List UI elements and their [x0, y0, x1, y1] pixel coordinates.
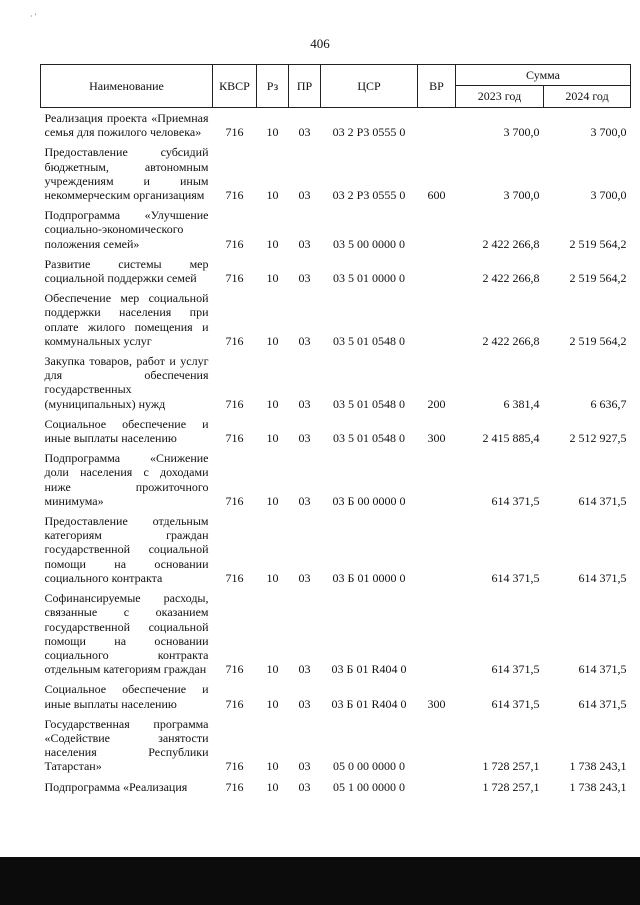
row-name: Государственная программа «Содействие занятости населения Республики Татарстан» [44, 716, 209, 774]
row-pr: 03 [298, 431, 311, 446]
table-row [41, 351, 631, 414]
row-vr [418, 108, 456, 143]
budget-table [40, 64, 631, 797]
row-sum-2024: 614 371,5 [578, 662, 627, 677]
row-kvsr: 716 [225, 396, 244, 411]
row-sum-2023: 1 728 257,1 [482, 779, 540, 794]
row-vr: 300 [427, 431, 446, 446]
row-pr: 03 [298, 696, 311, 711]
row-sum-2024: 1 738 243,1 [569, 779, 627, 794]
row-kvsr: 716 [225, 431, 244, 446]
row-rz: 10 [266, 396, 279, 411]
row-sum-2023: 1 728 257,1 [482, 759, 540, 774]
row-sum-2023: 2 422 266,8 [482, 271, 540, 286]
row-sum-2024: 2 512 927,5 [569, 431, 627, 446]
header-kvsr: КВСР [213, 65, 257, 108]
row-kvsr: 716 [225, 271, 244, 286]
row-sum-2023: 2 415 885,4 [482, 431, 540, 446]
row-csr: 03 Б 01 R404 0 [331, 696, 407, 711]
row-kvsr: 716 [225, 696, 244, 711]
row-csr: 03 Б 01 R404 0 [331, 662, 407, 677]
row-sum-2024: 614 371,5 [578, 696, 627, 711]
row-pr: 03 [298, 396, 311, 411]
row-sum-2024: 2 519 564,2 [569, 333, 627, 348]
row-rz: 10 [266, 759, 279, 774]
row-name: Подпрограмма «Улучшение социально-экономического положения семей» [44, 208, 209, 251]
row-vr: 200 [427, 396, 446, 411]
row-pr: 03 [298, 333, 311, 348]
row-rz: 10 [266, 271, 279, 286]
row-rz: 10 [266, 493, 279, 508]
table-row [41, 414, 631, 448]
row-csr: 03 2 Р3 0555 0 [332, 188, 406, 203]
row-rz: 10 [266, 236, 279, 251]
row-pr: 03 [298, 570, 311, 585]
row-kvsr: 716 [225, 333, 244, 348]
row-csr: 03 5 00 0000 0 [333, 236, 405, 251]
row-sum-2024: 6 636,7 [590, 396, 627, 411]
row-vr [418, 205, 456, 254]
row-pr: 03 [298, 779, 311, 794]
table-row [41, 777, 631, 797]
row-sum-2024: 3 700,0 [590, 188, 627, 203]
row-sum-2023: 614 371,5 [491, 662, 540, 677]
row-rz: 10 [266, 662, 279, 677]
row-csr: 03 Б 01 0000 0 [332, 570, 406, 585]
row-pr: 03 [298, 759, 311, 774]
row-sum-2024: 1 738 243,1 [569, 759, 627, 774]
row-sum-2023: 2 422 266,8 [482, 333, 540, 348]
row-name: Социальное обеспечение и иные выплаты населению [44, 416, 209, 446]
row-vr [418, 254, 456, 288]
row-name: Развитие системы мер социальной поддержки семей [44, 256, 209, 286]
row-sum-2023: 6 381,4 [503, 396, 540, 411]
row-csr: 03 5 01 0548 0 [333, 396, 405, 411]
row-csr: 05 0 00 0000 0 [333, 759, 405, 774]
row-vr: 600 [427, 188, 446, 203]
row-sum-2023: 614 371,5 [491, 696, 540, 711]
page-number: 406 [310, 36, 330, 51]
row-name: Подпрограмма «Реализация [44, 779, 188, 794]
row-vr [418, 448, 456, 511]
row-sum-2024: 614 371,5 [578, 570, 627, 585]
row-rz: 10 [266, 431, 279, 446]
scan-border [0, 857, 640, 905]
row-sum-2024: 3 700,0 [590, 125, 627, 140]
row-name: Социальное обеспечение и иные выплаты населению [44, 682, 209, 711]
row-rz: 10 [266, 696, 279, 711]
table-row [41, 142, 631, 205]
table-row [41, 205, 631, 254]
table-header [41, 65, 631, 108]
table-row [41, 588, 631, 679]
row-name: Реализация проекта «Приемная семья для пожилого человека» [44, 111, 209, 140]
row-sum-2023: 614 371,5 [491, 570, 540, 585]
table-body [41, 108, 631, 797]
scan-mark: · ' [30, 12, 37, 21]
row-pr: 03 [298, 188, 311, 203]
row-sum-2023: 2 422 266,8 [482, 236, 540, 251]
header-csr: ЦСР [321, 65, 418, 108]
row-rz: 10 [266, 779, 279, 794]
table-row [41, 448, 631, 511]
row-sum-2024: 614 371,5 [578, 493, 627, 508]
table-row [41, 511, 631, 588]
row-pr: 03 [298, 271, 311, 286]
header-sum: Сумма [456, 65, 631, 86]
row-kvsr: 716 [225, 759, 244, 774]
row-pr: 03 [298, 662, 311, 677]
row-sum-2023: 614 371,5 [491, 493, 540, 508]
row-csr: 03 Б 00 0000 0 [332, 493, 406, 508]
table-row [41, 714, 631, 777]
row-name: Софинансируемые расходы, связанные с оказанием государственной социальной помощи на основании социального контракта отдельным категориям граждан [44, 591, 209, 677]
row-kvsr: 716 [225, 493, 244, 508]
row-csr: 03 5 01 0548 0 [333, 333, 405, 348]
row-vr [418, 714, 456, 777]
header-name: Наименование [41, 65, 213, 108]
row-csr: 03 5 01 0000 0 [333, 271, 405, 286]
row-pr: 03 [298, 236, 311, 251]
table-row [41, 108, 631, 143]
row-name: Закупка товаров, работ и услуг для обеспечения государственных (муниципальных) нужд [44, 354, 209, 411]
row-vr [418, 511, 456, 588]
row-name: Предоставление отдельным категориям граждан государственной социальной помощи на основании социального контракта [44, 514, 209, 585]
row-kvsr: 716 [225, 188, 244, 203]
row-csr: 03 5 01 0548 0 [333, 431, 405, 446]
row-rz: 10 [266, 125, 279, 140]
row-name: Предоставление субсидий бюджетным, автономным учреждениям и иным некоммерческим организациям [44, 145, 209, 203]
header-rz: Рз [257, 65, 289, 108]
row-kvsr: 716 [225, 570, 244, 585]
table-row [41, 679, 631, 713]
table-row [41, 288, 631, 351]
row-rz: 10 [266, 570, 279, 585]
row-name: Обеспечение мер социальной поддержки населения при оплате жилого помещения и коммунальных услуг [44, 291, 209, 348]
row-name: Подпрограмма «Снижение доли населения с доходами ниже прожиточного минимума» [44, 451, 209, 508]
row-pr: 03 [298, 493, 311, 508]
header-pr: ПР [289, 65, 321, 108]
row-csr: 05 1 00 0000 0 [333, 779, 405, 794]
row-kvsr: 716 [225, 125, 244, 140]
row-rz: 10 [266, 188, 279, 203]
row-vr [418, 777, 456, 797]
row-sum-2024: 2 519 564,2 [569, 236, 627, 251]
row-vr [418, 588, 456, 679]
row-sum-2023: 3 700,0 [503, 125, 540, 140]
table-row [41, 254, 631, 288]
row-rz: 10 [266, 333, 279, 348]
header-year-2023: 2023 год [456, 86, 544, 108]
row-kvsr: 716 [225, 662, 244, 677]
row-kvsr: 716 [225, 779, 244, 794]
row-kvsr: 716 [225, 236, 244, 251]
row-sum-2024: 2 519 564,2 [569, 271, 627, 286]
row-pr: 03 [298, 125, 311, 140]
header-vr: ВР [418, 65, 456, 108]
row-csr: 03 2 Р3 0555 0 [332, 125, 406, 140]
header-year-2024: 2024 год [544, 86, 631, 108]
row-sum-2023: 3 700,0 [503, 188, 540, 203]
row-vr [418, 288, 456, 351]
row-vr: 300 [427, 696, 446, 711]
